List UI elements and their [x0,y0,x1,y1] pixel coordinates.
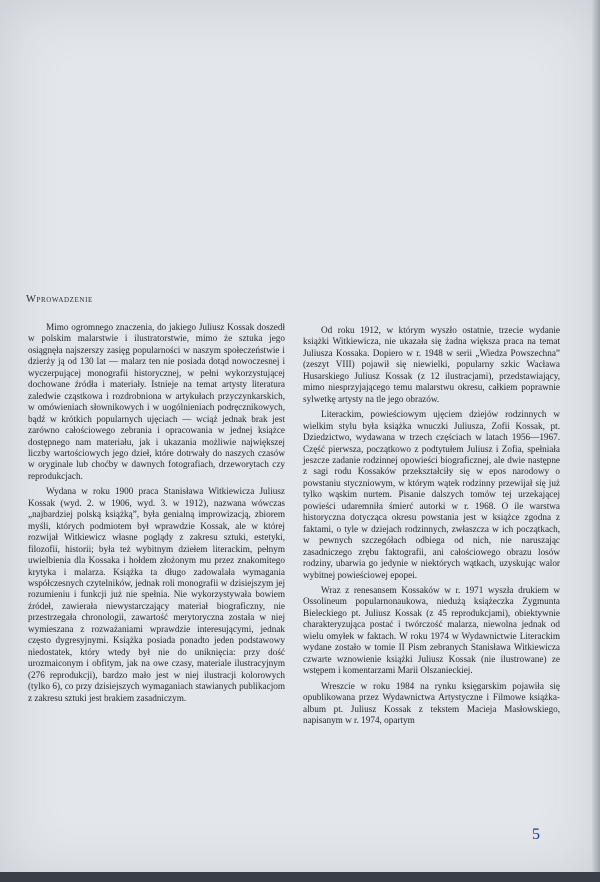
paragraph: Mimo ogromnego znaczenia, do jakiego Juliusz Kossak doszedł w polskim malarstwie i ilustratorstwie, mimo że sztuka jego osiągnęła najszerszy zasięg popularności w naszym społeczeństwie i dzierży ją od 130 lat — malarz ten nie posiada dotąd nowoczesnej i wyczerpującej monografii historycznej, w pełni wykorzystującej dochowane źródła i materiały. Istnieje na temat artysty literatura zaledwie cząstkowa i rozdrobniona w artykułach przyczynkarskich, w omówieniach słownikowych i w uogólnieniach podręcznikowych, bądź w krótkich popularnych ujęciach — wciąż jednak brak jest zarówno całościowego zebrania i opracowania w jednej książce dostępnego nam materiału, jak i ukazania możliwie największej liczby wartościowych jego dzieł, które dotrwały do naszych czasów w oryginale lub choćby w dawnych fotografiach, drzeworytach czy reprodukcjach. [28,322,285,481]
left-text-column [28,322,285,708]
page-number: 5 [532,826,540,843]
right-text-column [303,325,560,730]
paragraph: Literackim, powieściowym ujęciem dziejów rodzinnych w wielkim stylu była książka wnuczki Juliusza, Zofii Kossak, pt. Dziedzictwo, wydawana w trzech częściach w latach 1956—1967. Część pierwsza, początkowo z podtytułem Juliusz i Zofia, spełniała jeszcze zadanie rodzinnej opowieści biograficznej, ale dwie następne z sagi rodu Kossaków przekształciły się w epos narodowy o powstaniu styczniowym, w którym wątek rodzinny przewijał się już tylko wąskim nurtem. Pisanie dalszych tomów tej urzekającej powieści udaremniła śmierć autorki w r. 1968. O ile warstwa historyczna dotycząca okresu powstania jest w książce zgodna z faktami, o tyle w dziejach rodzinnych, zwłaszcza w ich początkach, w pewnych szczegółach odbiega od nich, nie naruszając zasadniczego zrębu faktografii, ani całościowego obrazu losów rodziny, ubarwia go jedynie w niektórych wątkach, uzyskując walor wybitnej powieściowej epopei. [303,409,560,580]
paragraph: Wydana w roku 1900 praca Stanisława Witkiewicza Juliusz Kossak (wyd. 2. w 1906, wyd. 3. w 1912), nazwana wówczas „najbardziej polską książką”, była genialną improwizacją, zbiorem myśli, których podmiotem był wprawdzie Kossak, ale w której rozwijał Witkiewicz własne poglądy z zakresu sztuki, estetyki, filozofii, historii; była też wybitnym dziełem literackim, pełnym uwielbienia dla Kossaka i hołdem złożonym mu przez znakomitego krytyka i malarza. Książka ta długo zadowalała wymagania współczesnych czytelników, jednak roli monografii w dzisiejszym jej rozumieniu i funkcji już nie spełnia. Nie wykorzystywała bowiem źródeł, zawierała niewystarczający materiał biograficzny, nie przestrzegała chronologii, zawartość merytoryczna została w niej wymieszana z rozważaniami wprawdzie interesującymi, jednak często dygresyjnymi. Książka posiada ponadto jeden podstawowy niedostatek, który wtedy był nie do uniknięcia: przy dość urozmaiconym i obfitym, jak na owe czasy, materiale ilustracyjnym (276 reprodukcji), bardzo mało jest w niej ilustracji kolorowych (tylko 6), co przy dzisiejszych wymaganiach stawianych publikacjom z zakresu sztuki jest brakiem zasadniczym. [28,486,285,703]
page-edge-bottom [0,872,600,882]
paragraph: Wreszcie w roku 1984 na rynku księgarskim pojawiła się opublikowana przez Wydawnictwa Artystyczne i Filmowe książka-album pt. Juliusz Kossak z tekstem Macieja Masłowskiego, napisanym w r. 1974, opartym [303,680,560,725]
page-edge-right [592,0,600,872]
paragraph: Od roku 1912, w którym wyszło ostatnie, trzecie wydanie książki Witkiewicza, nie ukazała się żadna większa praca na temat Juliusza Kossaka. Dopiero w r. 1948 w serii „Wiedza Powszechna” (zeszyt VIII) pojawił się niewielki, popularny szkic Wacława Husarskiego Juliusz Kossak (z 12 ilustracjami), przedstawiający, mimo niesprzyjającego temu malarstwu okresu, całkiem poprawnie sylwetkę artysty na tle jego obrazów. [303,325,560,404]
paragraph: Wraz z renesansem Kossaków w r. 1971 wyszła drukiem w Ossolineum popularnonaukowa, niedużą książeczka Zygmunta Bieleckiego pt. Juliusz Kossak (z 45 reprodukcjami), obiektywnie charakteryzująca postać i twórczość malarza, niewolna jednak od wielu omyłek w faktach. W roku 1974 w Wydawnictwie Literackim wydane zostało w tomie II Pism zebranych Stanisława Witkiewicza czwarte wznowienie książki Juliusz Kossak (nie ilustrowane) ze wstępem i komentarzami Marii Olszanieckiej. [303,584,560,676]
section-heading: Wprowadzenie [26,294,93,305]
